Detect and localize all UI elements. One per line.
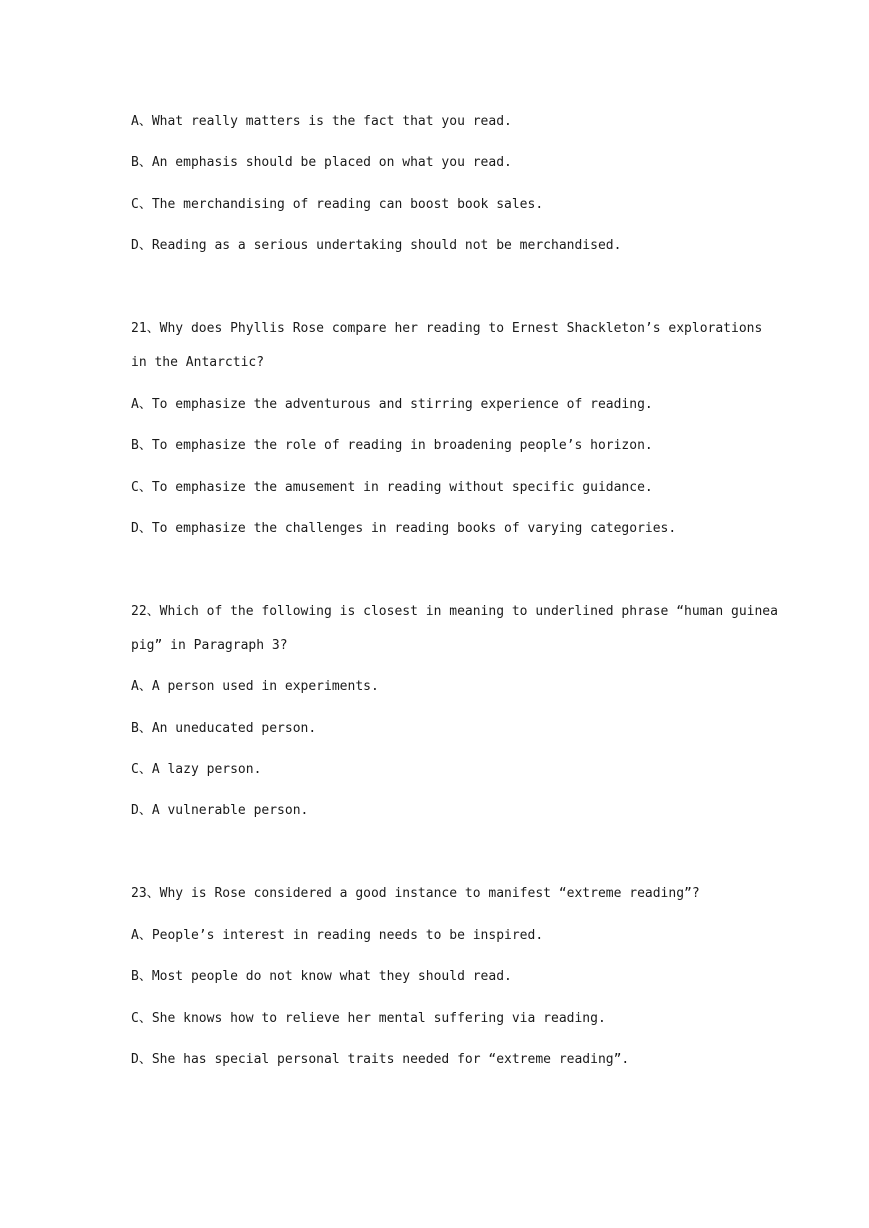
q21-option-c: C、To emphasize the amusement in reading without specific guidance. bbox=[131, 480, 653, 495]
q20-option-d: D、Reading as a serious undertaking should not be merchandised. bbox=[131, 238, 622, 253]
q22-stem-line1: 22、Which of the following is closest in meaning to underlined phrase “human guinea bbox=[131, 604, 778, 619]
q23-option-d: D、She has special personal traits needed for “extreme reading”. bbox=[131, 1052, 630, 1067]
q20-option-a: A、What really matters is the fact that you read. bbox=[131, 114, 512, 129]
q21-stem-line1: 21、Why does Phyllis Rose compare her reading to Ernest Shackleton’s explorations bbox=[131, 321, 763, 336]
q21-option-b: B、To emphasize the role of reading in broadening people’s horizon. bbox=[131, 438, 653, 453]
q21-option-d: D、To emphasize the challenges in reading books of varying categories. bbox=[131, 521, 677, 536]
q23-option-b: B、Most people do not know what they should read. bbox=[131, 969, 512, 984]
q20-option-b: B、An emphasis should be placed on what you read. bbox=[131, 155, 512, 170]
q20-option-c: C、The merchandising of reading can boost book sales. bbox=[131, 197, 544, 212]
q22-option-a: A、A person used in experiments. bbox=[131, 679, 379, 694]
q21-stem-line2: in the Antarctic? bbox=[131, 355, 265, 370]
q22-option-c: C、A lazy person. bbox=[131, 762, 262, 777]
q22-option-b: B、An uneducated person. bbox=[131, 721, 317, 736]
q23-stem-line1: 23、Why is Rose considered a good instance to manifest “extreme reading”? bbox=[131, 886, 700, 901]
q22-stem-line2: pig” in Paragraph 3? bbox=[131, 638, 288, 653]
q23-option-c: C、She knows how to relieve her mental suffering via reading. bbox=[131, 1011, 606, 1026]
q23-option-a: A、People’s interest in reading needs to be inspired. bbox=[131, 928, 544, 943]
q21-option-a: A、To emphasize the adventurous and stirring experience of reading. bbox=[131, 397, 653, 412]
q22-option-d: D、A vulnerable person. bbox=[131, 803, 309, 818]
